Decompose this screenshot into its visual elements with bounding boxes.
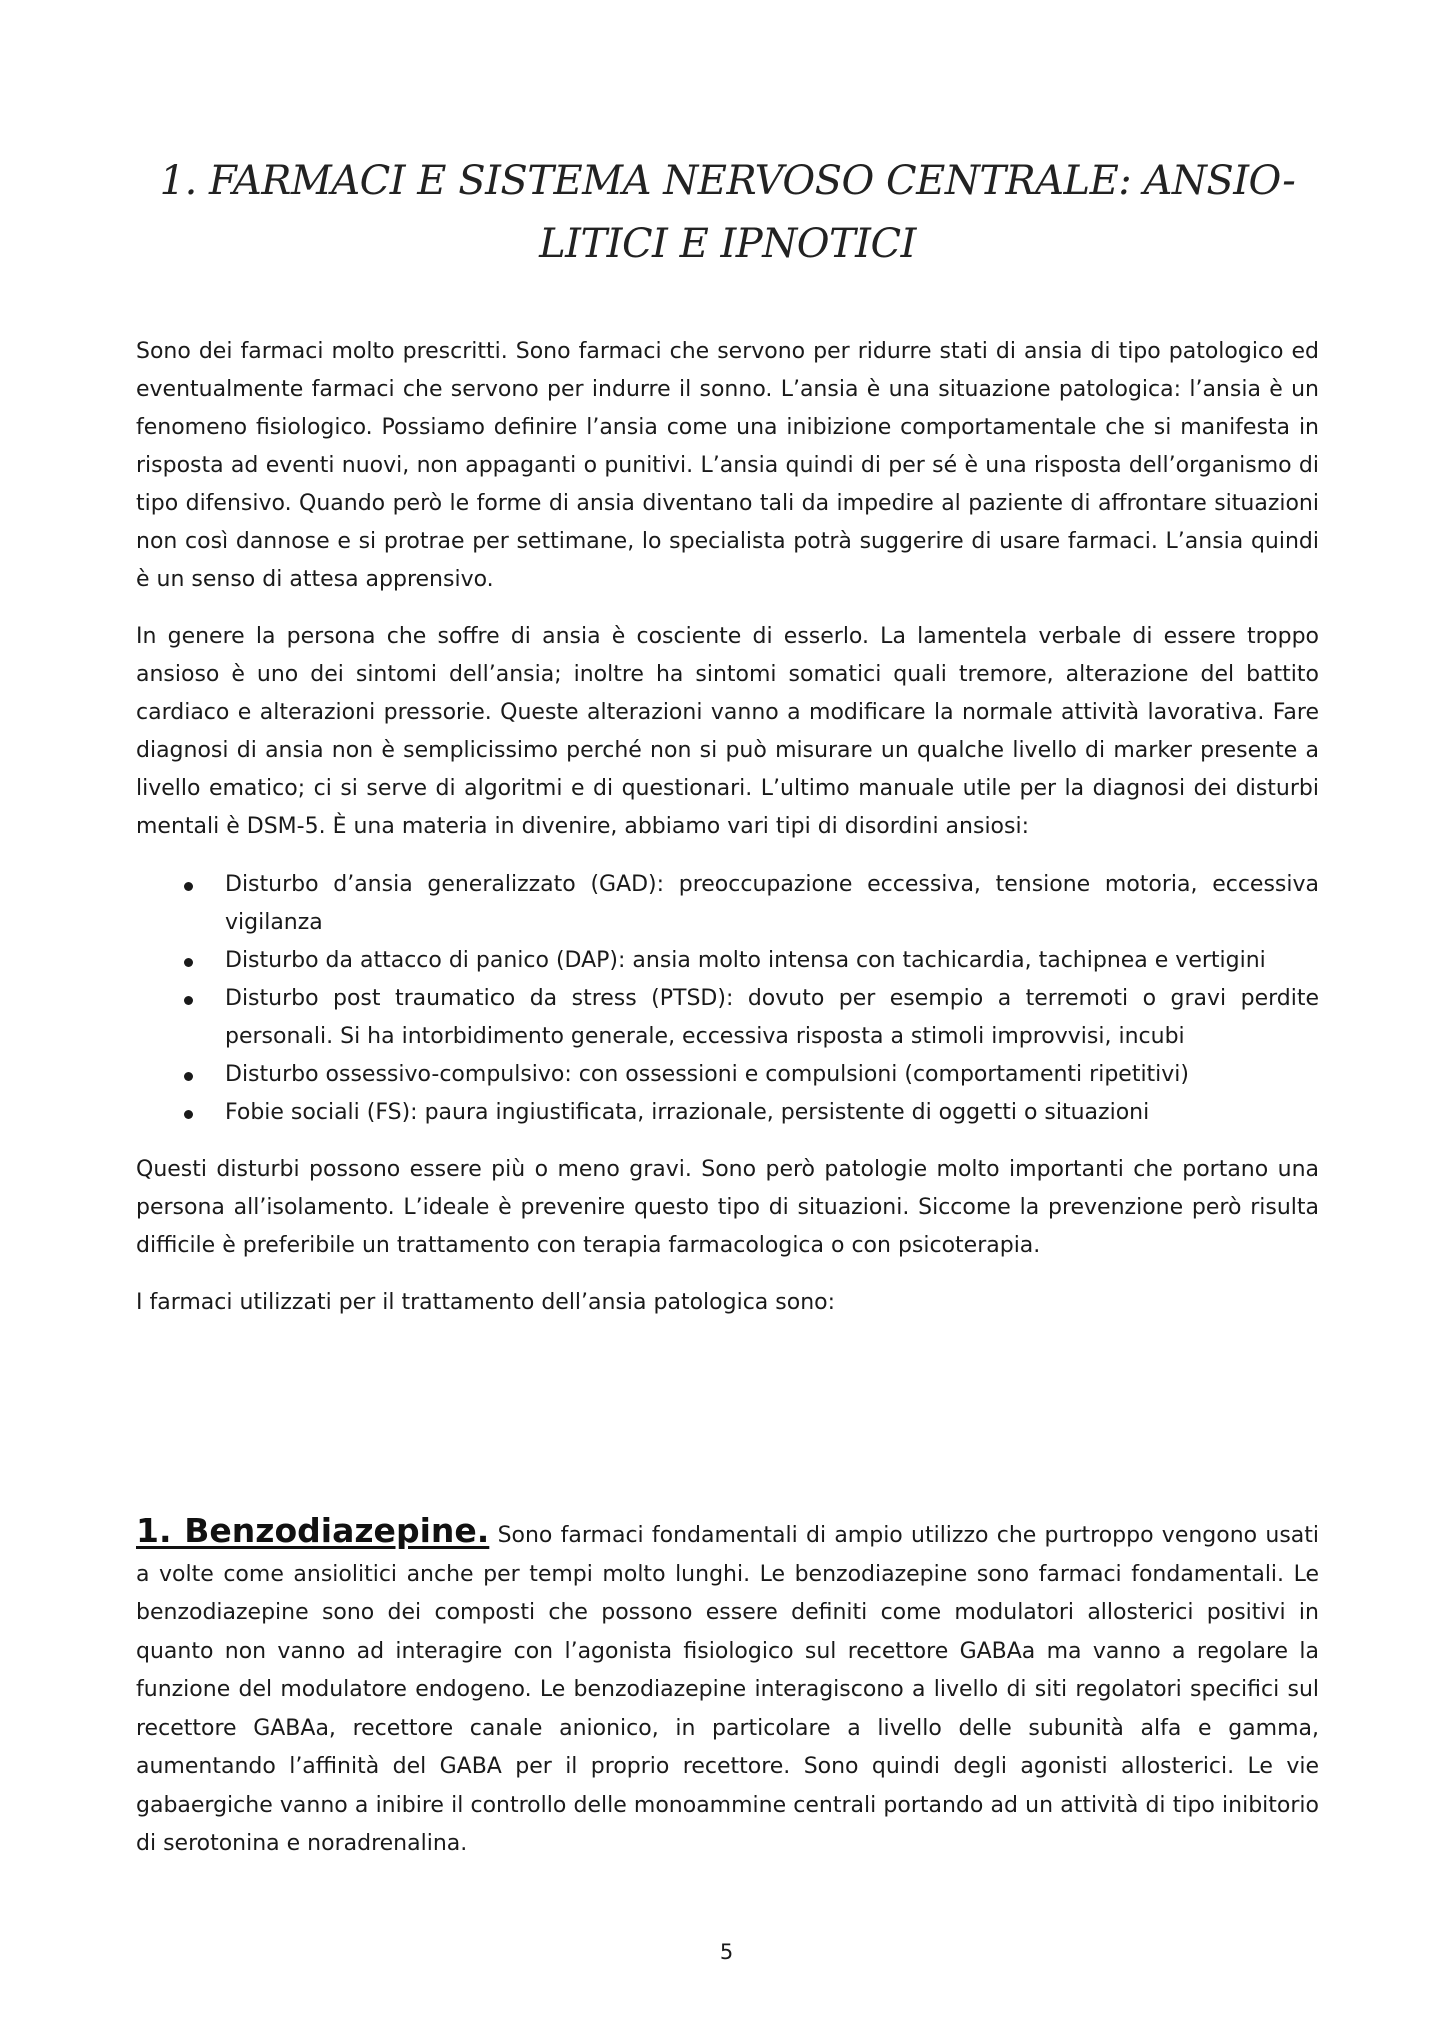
bullet-icon	[184, 1072, 193, 1081]
bullet-icon	[184, 996, 193, 1005]
paragraph-diagnosis: In genere la persona che soffre di ansia è cosciente di esserlo. La lamentela verbale di essere troppo ansioso è uno dei sintomi dell’ansia; inoltre ha sintomi somatici quali tremore, alterazione del battito cardiaco e alterazioni pressorie. Queste alterazioni vanno a modificare la normale attività lavorativa. Fare diagnosi di ansia non è semplicissimo perché non si può misurare un qualche livello di marker presente a livello ematico; ci si serve di algoritmi e di questionari. L’ultimo manuale utile per la diagnosi dei disturbi mentali è DSM-5. È una materia in divenire, abbiamo vari tipi di disordini ansiosi:	[136, 624, 1319, 839]
list-item: Disturbo post traumatico da stress (PTSD): dovuto per esempio a terremoti o gravi perdite personali. Si ha intorbidimento generale, eccessiva risposta a stimoli improvvisi, incubi	[136, 980, 1319, 1056]
section-paragraph	[136, 1512, 1319, 1864]
bullet-icon	[184, 958, 193, 967]
chapter-title-line-2: LITICI E IPNOTICI	[539, 221, 916, 267]
page-number: 5	[719, 1940, 734, 1964]
anxiety-disorders-list	[136, 866, 1319, 1132]
paragraph-intro: Sono dei farmaci molto prescritti. Sono farmaci che servono per ridurre stati di ansia di tipo patologico ed eventualmente farmaci che servono per indurre il sonno. L’ansia è una situazione patologica: l’ansia è un fenomeno fisiologico. Possiamo definire l’ansia come una inibizione comportamentale che si manifesta in risposta ad eventi nuovi, non appaganti o punitivi. L’ansia quindi di per sé è una risposta dell’organismo di tipo difensivo. Quando però le forme di ansia diventano tali da impedire al paziente di affrontare situazioni non così dannose e si protrae per settimane, lo specialista potrà suggerire di usare farmaci. L’ansia quindi è un senso di attesa apprensivo.	[136, 339, 1319, 592]
section-text: Sono farmaci fondamentali di ampio utilizzo che purtroppo vengono usati a volte come ansiolitici anche per tempi molto lunghi. Le benzodiazepine sono farmaci fondamentali. Le benzodiazepine sono dei composti che possono essere definiti come modulatori allosterici positivi in quanto non vanno ad interagire con l’agonista fisiologico sul recettore GABAa ma vanno a regolare la funzione del modulatore endogeno. Le benzodiazepine interagiscono a livello di siti regolatori specifici sul recettore GABAa, recettore canale anionico, in particolare a livello delle subunità alfa e gamma, aumentando l’affinità del GABA per il proprio recettore. Sono quindi degli agonisti allosterici. Le vie gabaergiche vanno a inibire il controllo delle monoammine centrali portando ad un attività di tipo inibitorio di serotonina e noradrenalina.	[136, 1523, 1320, 1856]
chapter-title	[136, 150, 1319, 276]
body-text	[136, 333, 1319, 1322]
section-benzodiazepine	[136, 1512, 1319, 1864]
bullet-icon	[184, 882, 193, 891]
chapter-title-line-1: 1. FARMACI E SISTEMA NERVOSO CENTRALE: ANSIO-	[159, 158, 1296, 204]
section-heading: 1. Benzodiazepine.	[136, 1511, 490, 1550]
bullet-icon	[184, 1110, 193, 1119]
list-item: Disturbo ossessivo-compulsivo: con ossessioni e compulsioni (comportamenti ripetitivi)	[136, 1056, 1319, 1094]
paragraph-drugs-intro: I farmaci utilizzati per il trattamento dell’ansia patologica sono:	[136, 1290, 836, 1315]
paragraph-treatment: Questi disturbi possono essere più o meno gravi. Sono però patologie molto importanti che portano una persona all’isolamento. L’ideale è prevenire questo tipo di situazioni. Siccome la prevenzione però risulta difficile è preferibile un trattamento con terapia farmacologica o con psicoterapia.	[136, 1157, 1319, 1258]
list-item: Disturbo da attacco di panico (DAP): ansia molto intensa con tachicardia, tachipnea e vertigini	[136, 942, 1319, 980]
list-item: Disturbo d’ansia generalizzato (GAD): preoccupazione eccessiva, tensione motoria, eccessiva vigilanza	[136, 866, 1319, 942]
list-item: Fobie sociali (FS): paura ingiustificata, irrazionale, persistente di oggetti o situazioni	[136, 1094, 1319, 1132]
